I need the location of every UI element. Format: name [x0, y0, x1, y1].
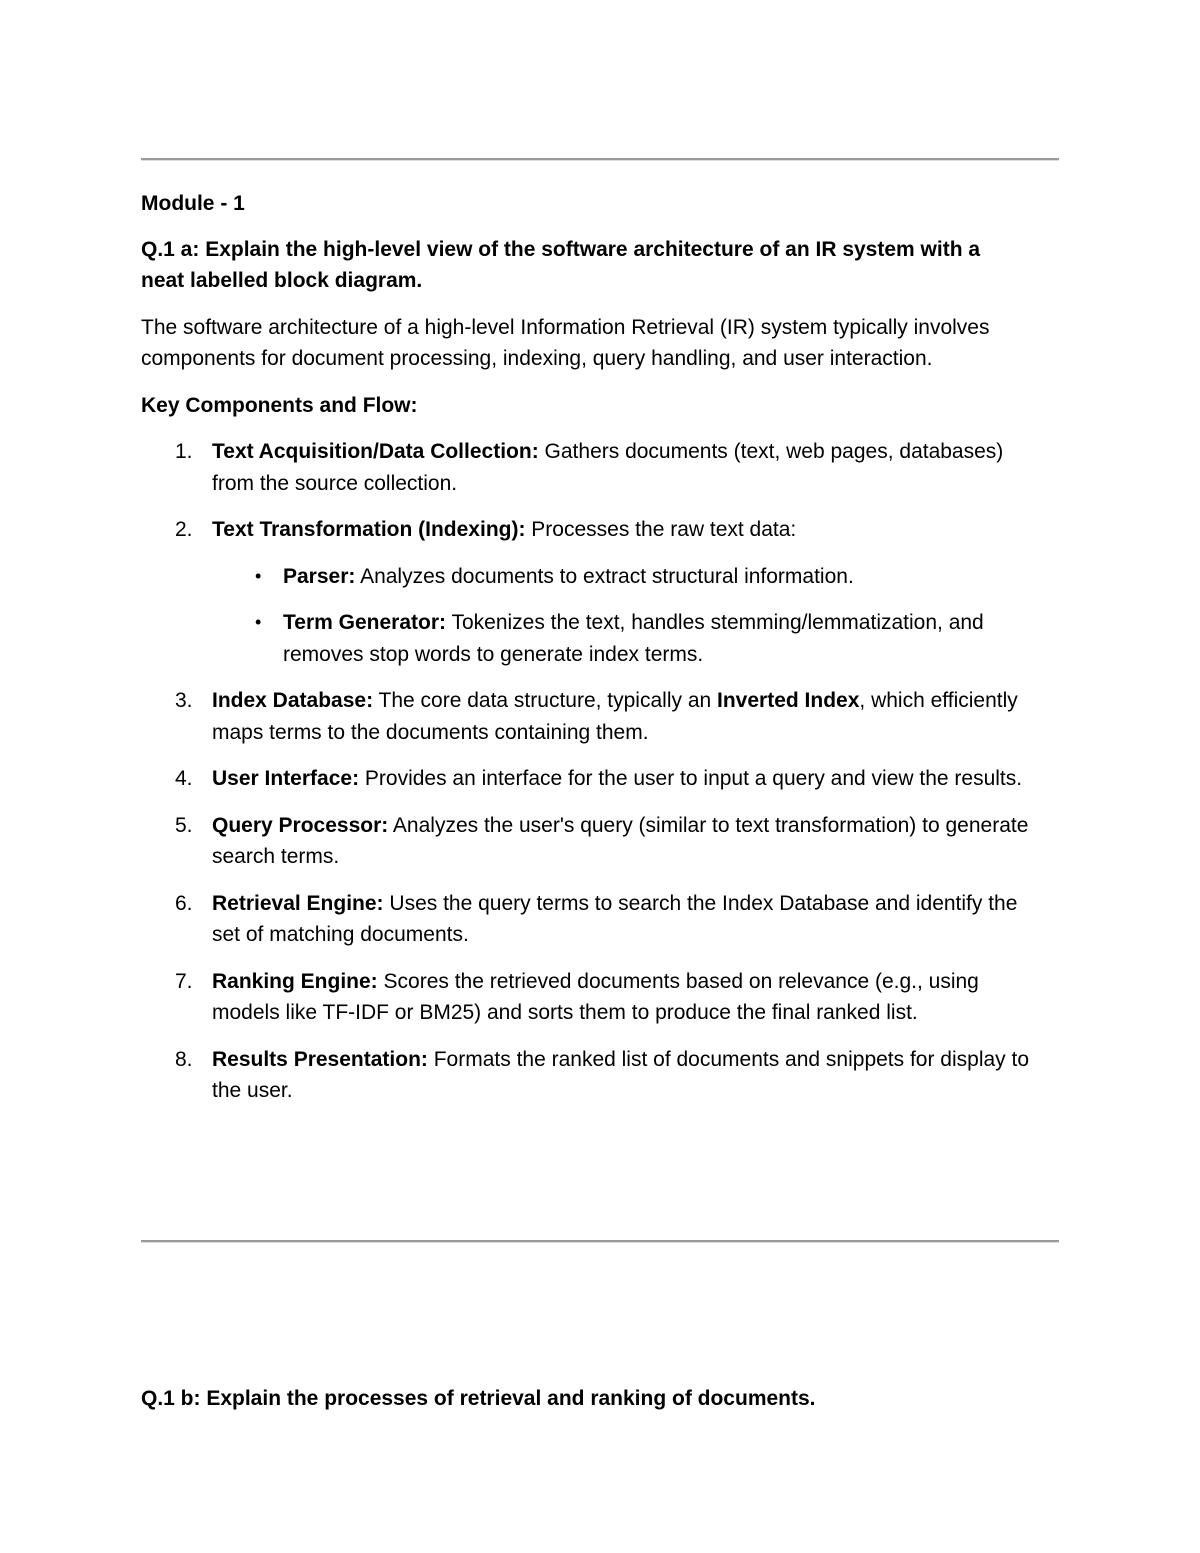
question-1b: Q.1 b: Explain the processes of retrieval and ranking of documents. — [141, 1387, 816, 1410]
sub-item-term: Parser: — [283, 564, 356, 588]
item-term: Text Transformation (Indexing): — [212, 518, 526, 541]
intro-paragraph: The software architecture of a high-level Information Retrieval (IR) system typically involves components for document processing, indexing, query handling, and user interaction. — [141, 315, 990, 370]
list-item — [141, 1044, 1059, 1107]
item-term: Query Processor: — [212, 813, 389, 837]
top-horizontal-rule — [141, 158, 1059, 161]
item-emphasis: Inverted Index — [717, 689, 860, 712]
sub-list-item — [212, 561, 1039, 593]
item-term: Index Database: — [212, 689, 374, 712]
list-number: 4. — [175, 767, 193, 790]
item-description: Processes the raw text data: — [525, 518, 797, 541]
item-description: Scores the retrieved documents based on relevance (e.g., using models like TF-IDF or BM25) and sorts them to produce the final ranked list. — [212, 969, 979, 1024]
list-item — [141, 810, 1059, 873]
item-term: User Interface: — [212, 767, 360, 790]
item-description: Gathers documents (text, web pages, databases) from the source collection. — [212, 440, 1004, 495]
sub-list — [212, 561, 1039, 671]
components-list — [141, 436, 1059, 1107]
list-number: 2. — [175, 518, 193, 541]
list-item — [141, 514, 1059, 670]
bullet-icon: • — [255, 565, 262, 586]
list-item — [141, 436, 1059, 499]
item-description-continued: , which efficiently maps terms to the documents containing them. — [212, 689, 1018, 744]
list-number: 1. — [175, 440, 193, 463]
list-item — [141, 966, 1059, 1029]
bullet-icon: • — [255, 612, 262, 632]
item-term: Retrieval Engine: — [212, 891, 384, 915]
item-description: Formats the ranked list of documents and snippets for display to the user. — [212, 1047, 1030, 1102]
bottom-horizontal-rule — [141, 1240, 1059, 1243]
list-number: 8. — [175, 1047, 193, 1071]
item-description: Uses the query terms to search the Index Database and identify the set of matching documents. — [212, 891, 1018, 946]
list-number: 3. — [175, 689, 193, 712]
list-item — [141, 763, 1059, 795]
sub-item-description: Analyzes documents to extract structural information. — [355, 564, 854, 588]
item-description: Analyzes the user's query (similar to text transformation) to generate search terms. — [212, 813, 1029, 868]
sub-item-description: Tokenizes the text, handles stemming/lemmatization, and removes stop words to generate index terms. — [283, 611, 984, 666]
item-term: Text Acquisition/Data Collection: — [212, 440, 539, 463]
list-number: 7. — [175, 969, 193, 993]
list-number: 5. — [175, 813, 193, 837]
sub-list-item — [212, 607, 1039, 670]
question-1a: Q.1 a: Explain the high-level view of the software architecture of an IR system with a neat labelled block diagram. — [141, 237, 981, 292]
list-number: 6. — [175, 891, 193, 915]
item-description: Provides an interface for the user to input a query and view the results. — [359, 767, 1023, 790]
module-title: Module - 1 — [141, 192, 245, 215]
list-item — [141, 685, 1059, 748]
list-item — [141, 888, 1059, 951]
module-content — [141, 188, 1059, 1122]
sub-item-term: Term Generator: — [283, 611, 446, 634]
item-term: Results Presentation: — [212, 1047, 428, 1071]
item-description: The core data structure, typically an — [373, 689, 718, 712]
section-heading: Key Components and Flow: — [141, 393, 418, 417]
item-term: Ranking Engine: — [212, 969, 378, 993]
